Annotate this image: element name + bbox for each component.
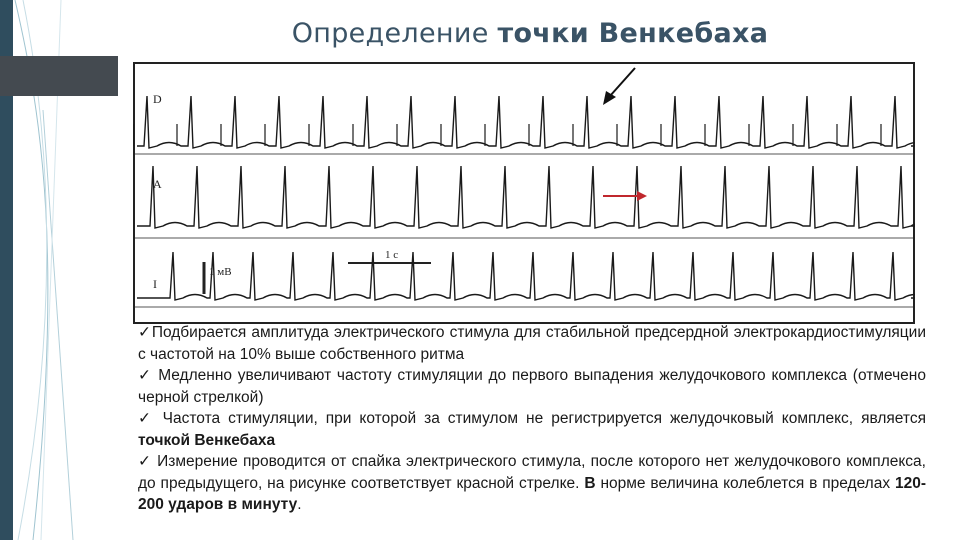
ecg-trace-a [137, 166, 915, 228]
time-scale-label: 1 с [385, 249, 399, 261]
title-regular: Определение [291, 18, 498, 49]
bullet-2-check-icon: ✓ [138, 367, 153, 384]
ecg-tracings [133, 62, 915, 324]
bullet-4-check-icon: ✓ [138, 453, 152, 470]
bullet-4-range: 120-200 ударов в минуту [138, 474, 927, 513]
bullet-3-check-icon: ✓ [138, 410, 155, 427]
bullet-1-check-icon: ✓ [138, 324, 152, 341]
ecg-figure [133, 62, 915, 324]
bullet-4-text-2: норме величина колеблется в пределах [595, 474, 895, 492]
amplitude-scale-label: 1 мВ [209, 266, 232, 278]
ecg-trace-d [137, 96, 915, 148]
bullet-2-text: Медленно увеличивают частоту стимуляции до первого выпадения желудочкового комплекса (отмечено черной стрелкой) [138, 367, 926, 406]
ecg-trace-i [137, 252, 915, 300]
bullet-3-term: точкой Венкебаха [138, 431, 276, 449]
bullet-4-end: . [297, 496, 302, 513]
bullet-4-bold-v: В [584, 474, 596, 492]
bullet-3 [138, 408, 926, 451]
bullet-4 [138, 451, 926, 516]
lead-label-d: D [153, 92, 162, 106]
bullet-1 [138, 322, 926, 365]
slide-title [0, 18, 960, 49]
title-bold: точки Венкебаха [497, 18, 769, 49]
title-tab-block [0, 56, 118, 96]
bullet-1-text: Подбирается амплитуда электрического стимула для стабильной предсердной электрокардиостимуляции с частотой на 10% выше собственного ритма [138, 324, 926, 363]
red-arrow [603, 191, 647, 201]
bullet-2 [138, 365, 926, 408]
lead-label-a: A [153, 177, 162, 191]
bullet-3-text: Частота стимуляции, при которой за стимулом не регистрируется желудочковый комплекс, является [154, 410, 926, 427]
lead-label-i: I [153, 277, 157, 291]
bullet-4-text: Измерение проводится от спайка электрического стимула, после которого нет желудочкового комплекса, до предыдущего, на рисунке соответствует красной стрелке. [138, 453, 926, 492]
body-text [138, 322, 926, 516]
